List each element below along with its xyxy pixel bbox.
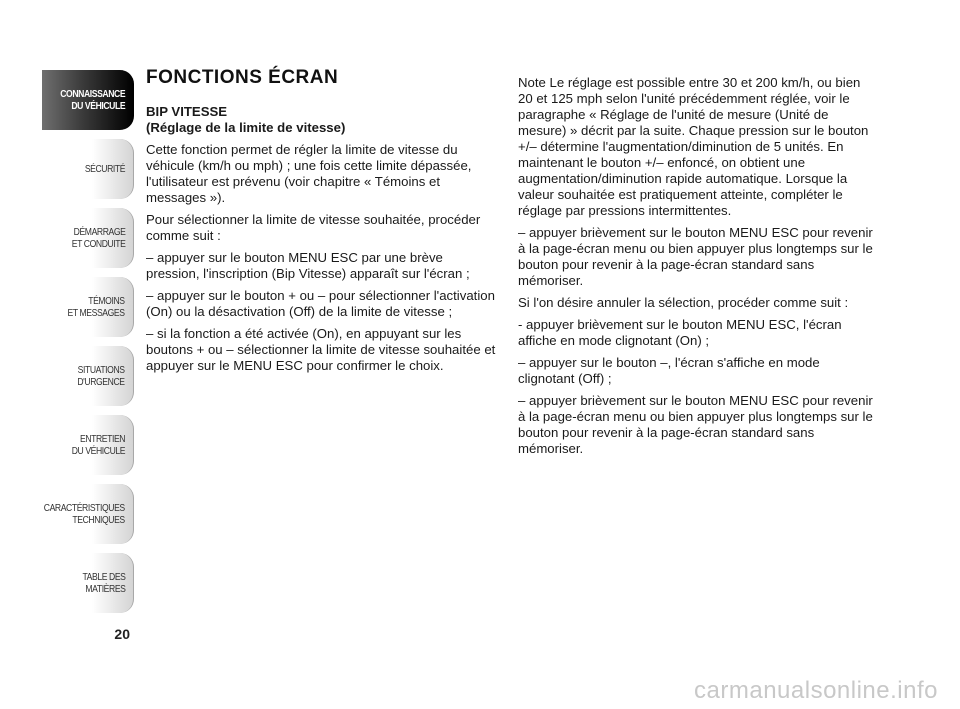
paragraph: – appuyer brièvement sur le bouton MENU ESC pour revenir à la page-écran menu ou bien appuyer plus longtemps sur le bouton pour revenir à la page-écran standard sans mémoriser.	[518, 393, 873, 456]
paragraph: - appuyer brièvement sur le bouton MENU ESC, l'écran affiche en mode clignotant (On) ;	[518, 317, 842, 348]
tab-label: SÉCURITÉ	[84, 163, 125, 175]
tab-entretien-du-vehicule[interactable]	[42, 415, 134, 475]
page-title: FONCTIONS ÉCRAN	[146, 67, 339, 88]
tab-label: TABLE DES MATIÈRES	[81, 571, 125, 595]
right-column	[518, 75, 873, 463]
tab-table-des-matieres[interactable]	[42, 553, 134, 613]
tab-label: TÉMOINS ET MESSAGES	[67, 295, 125, 319]
tab-caracteristiques-techniques[interactable]	[42, 484, 134, 544]
watermark: carmanualsonline.info	[694, 677, 938, 704]
chapter-sidebar	[42, 70, 134, 622]
left-column	[146, 67, 496, 380]
paragraph: – appuyer sur le bouton + ou – pour sélectionner l'activation (On) ou la désactivation (Off) de la limite de vitesse ;	[146, 288, 495, 319]
section-heading	[146, 104, 496, 136]
paragraph: – si la fonction a été activée (On), en appuyant sur les boutons + ou – sélectionner la limite de vitesse souhaitée et appuyer sur le MENU ESC pour confirmer le choix.	[146, 326, 496, 373]
paragraph: Cette fonction permet de régler la limite de vitesse du véhicule (km/h ou mph) ; une fois cette limite dépassée, l'utilisateur est prévenu (voir chapitre « Témoins et messages »).	[146, 142, 472, 205]
section-heading-line1: BIP VITESSE	[146, 104, 228, 119]
tab-label: ENTRETIEN DU VÉHICULE	[71, 433, 125, 457]
paragraph: – appuyer sur le bouton MENU ESC par une brève pression, l'inscription (Bip Vitesse) apparaît sur l'écran ;	[146, 250, 470, 281]
tab-situations-d-urgence[interactable]	[42, 346, 134, 406]
tab-temoins-et-messages[interactable]	[42, 277, 134, 337]
tab-connaissance-du-vehicule[interactable]	[42, 70, 134, 130]
paragraph: Pour sélectionner la limite de vitesse souhaitée, procéder comme suit :	[146, 212, 481, 243]
tab-label: DÉMARRAGE ET CONDUITE	[71, 226, 125, 250]
paragraph: Note Le réglage est possible entre 30 et 200 km/h, ou bien 20 et 125 mph selon l'unité précédemment réglée, voir le paragraphe « Réglage de l'unité de mesure (Unité de mesure) » décrit par la suite. Chaque pression sur le bouton +/– détermine l'augmentation/diminution de 5 unités. En maintenant le bouton +/– enfoncé, on obtient une augmentation/diminution rapide automatique. Lorsque la valeur souhaitée est pratiquement atteinte, compléter le réglage par pressions intermittentes.	[518, 75, 869, 218]
paragraph: Si l'on désire annuler la sélection, procéder comme suit :	[518, 295, 849, 310]
paragraph: – appuyer sur le bouton –, l'écran s'affiche en mode clignotant (Off) ;	[518, 355, 820, 386]
tab-label: CONNAISSANCE DU VÉHICULE	[60, 88, 125, 112]
tab-label: CARACTÉRISTIQUES TECHNIQUES	[44, 502, 125, 526]
paragraph: – appuyer brièvement sur le bouton MENU ESC pour revenir à la page-écran menu ou bien appuyer plus longtemps sur le bouton pour revenir à la page-écran standard sans mémoriser.	[518, 225, 873, 288]
tab-label: SITUATIONS D'URGENCE	[77, 364, 125, 388]
tab-securite[interactable]	[42, 139, 134, 199]
page-number: 20	[114, 626, 130, 642]
tab-demarrage-et-conduite[interactable]	[42, 208, 134, 268]
section-heading-line2: (Réglage de la limite de vitesse)	[146, 120, 346, 135]
